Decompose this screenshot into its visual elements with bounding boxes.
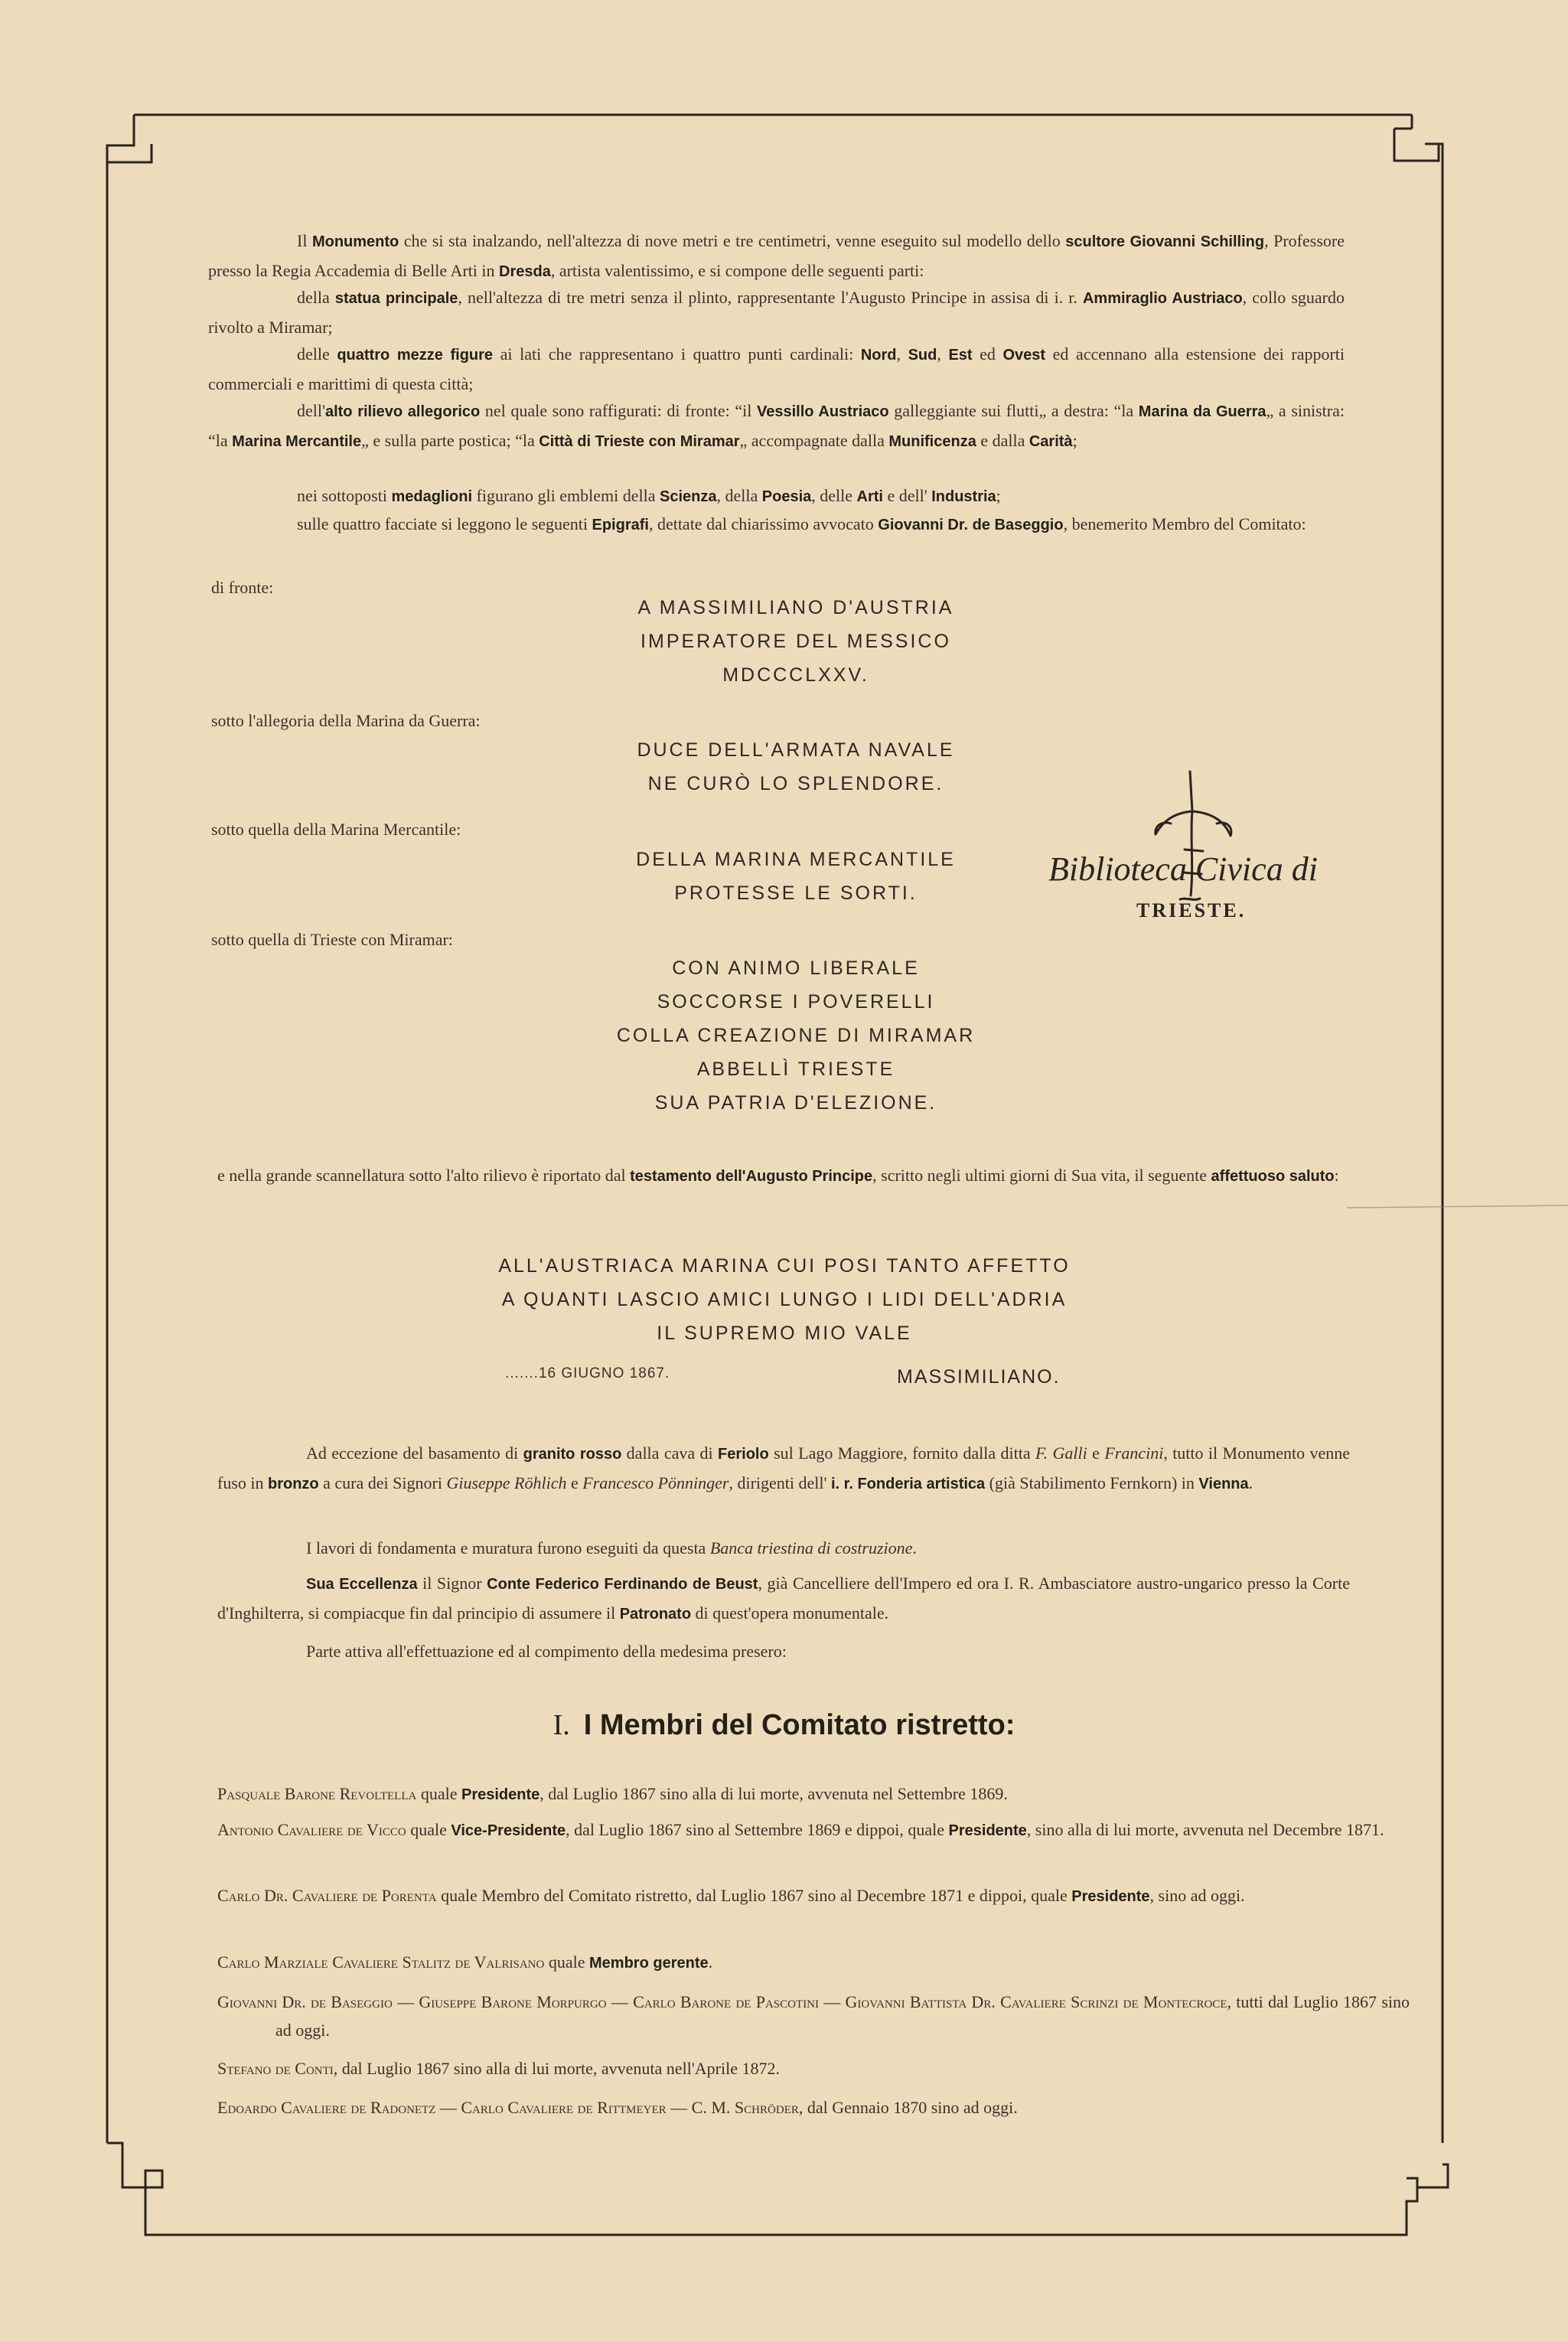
text-run: ; <box>1072 431 1077 450</box>
bold-run: testamento dell'Augusto Principe <box>630 1168 873 1185</box>
text-run: , tutto il Monumento venne fuso in <box>217 1443 1351 1492</box>
bold-run: bronzo <box>268 1476 319 1492</box>
text-run: , tutti dal Luglio 1867 sino ad oggi. <box>275 1992 1410 2040</box>
text-run: , <box>896 344 908 364</box>
text-run: ed <box>972 344 1003 364</box>
text-run: sulle quattro facciate si leggono le seguenti <box>297 514 592 533</box>
bold-run: Munificenza <box>888 433 976 450</box>
bold-run: Patronato <box>619 1606 692 1623</box>
member-name: Carlo Marziale Cavaliere Stalitz de Valrisano <box>217 1952 545 1972</box>
member-entry <box>217 1948 1410 1978</box>
bold-run: Poesia <box>761 488 812 505</box>
paragraph-statue <box>208 283 1345 341</box>
bold-run: Sua Eccellenza <box>306 1576 418 1593</box>
text-run: , delle <box>811 486 857 505</box>
text-run: : <box>1334 1166 1339 1185</box>
section-number: I. <box>553 1709 570 1741</box>
member-entry <box>217 1881 1410 1911</box>
library-stamp <box>1041 765 1362 934</box>
stamp-script: Biblioteca Civica di <box>1048 850 1318 888</box>
member-name: Carlo Dr. Cavaliere de Porenta <box>217 1886 437 1905</box>
bold-run: Marina da Guerra <box>1138 403 1266 420</box>
text-run: , dal Luglio 1867 sino alla di lui morte, avvenuta nell'Aprile 1872. <box>333 2059 780 2078</box>
text-run: il Signor <box>417 1574 487 1593</box>
text-run: , artista valentissimo, e si compone delle seguenti parti: <box>550 261 924 280</box>
text-run: nei sottoposti <box>297 486 392 505</box>
epigraph-line: ABBELLÌ TRIESTE <box>696 1058 895 1080</box>
farewell-quote <box>360 1249 1209 1350</box>
text-run: e <box>566 1473 583 1492</box>
member-name: Edoardo Cavaliere de Radonetz — Carlo Cavaliere de Rittmeyer — C. M. Schröder <box>217 2098 799 2117</box>
epigraph-line: MDCCCLXXV. <box>722 664 869 686</box>
text-run: , dal Luglio 1867 sino alla di lui morte, avvenuta nel Settembre 1869. <box>540 1784 1008 1803</box>
member-entry <box>217 1779 1410 1809</box>
bold-run: statua principale <box>334 290 458 307</box>
epigraph-line: COLLA CREAZIONE DI MIRAMAR <box>616 1025 976 1046</box>
text-run: ai lati che rappresentano i quattro punti cardinali: <box>493 344 861 364</box>
italic-run: Francini <box>1104 1443 1164 1463</box>
bold-run: Monumento <box>311 233 399 250</box>
text-run: figurano gli emblemi della <box>472 486 660 505</box>
bold-run: Epigrafi <box>592 517 649 533</box>
text-run: , dal Luglio 1867 sino al Settembre 1869 e dippoi, quale <box>566 1820 949 1839</box>
bold-run: i. r. Fonderia artistica <box>830 1476 986 1492</box>
text-run: , già Cancelliere dell'Impero ed ora I. R. Ambasciatore austro-ungarico presso la Corte d'Inghilterra, si compiacque fin dal principio di assumere il <box>217 1574 1351 1623</box>
bold-run: alto rilievo allegorico <box>324 403 481 420</box>
text-run: di quest'opera monumentale. <box>691 1603 889 1623</box>
text-run: ; <box>996 486 1001 505</box>
text-run: dalla cava di <box>621 1443 719 1463</box>
text-run: e <box>1087 1443 1105 1463</box>
bold-run: quattro mezze figure <box>337 347 494 364</box>
text-run: delle <box>297 344 337 364</box>
text-run: , dettate dal chiarissimo avvocato <box>648 514 879 533</box>
text-run: „ a sinistra: “la <box>208 401 1345 450</box>
text-run: quale Membro del Comitato ristretto, dal Luglio 1867 sino al Decembre 1871 e dippoi, quale <box>436 1886 1072 1905</box>
member-name: Giovanni Dr. de Baseggio — Giuseppe Barone Morpurgo — Carlo Barone de Pascotini — Giovanni Battista Dr. Cavaliere Scrinzi de Montecroce <box>217 1992 1227 2011</box>
epigraph-label: di fronte: <box>211 578 274 597</box>
quote-line: IL SUPREMO MIO VALE <box>657 1323 912 1344</box>
text-run: , dirigenti dell' <box>729 1473 831 1492</box>
paragraph-epigraphs-intro <box>208 510 1345 540</box>
epigraph-line: PROTESSE LE SORTI. <box>674 882 918 904</box>
bold-run: Scienza <box>660 488 717 505</box>
paragraph-testament-intro <box>217 1161 1350 1191</box>
text-run: e dalla <box>976 431 1029 450</box>
text-run: , Professore presso la Regia Accademia di Belle Arti in <box>208 231 1345 280</box>
bold-run: Sud <box>908 347 937 364</box>
text-run: quale <box>544 1952 590 1972</box>
paragraph-patronage <box>217 1569 1350 1629</box>
text-run: „ e sulla parte postica; “la <box>361 431 540 450</box>
text-run: , collo sguardo rivolto a Miramar; <box>208 288 1345 337</box>
text-run: , scritto negli ultimi giorni di Sua vita, il seguente <box>872 1166 1211 1185</box>
italic-run: Banca triestina di costruzione <box>709 1538 913 1558</box>
epigraph-line: DELLA MARINA MERCANTILE <box>636 849 956 870</box>
text-run: . <box>1248 1473 1253 1492</box>
section-title: I Membri del Comitato ristretto: <box>583 1709 1015 1741</box>
bold-run: Industria <box>931 488 996 505</box>
epigraph-line: A MASSIMILIANO D'AUSTRIA <box>637 597 954 618</box>
text-run: , dal Gennaio 1870 sino ad oggi. <box>798 2098 1018 2117</box>
paragraph-medallions <box>208 481 1345 511</box>
epigraph-line: SUA PATRIA D'ELEZIONE. <box>654 1092 937 1114</box>
quote-date: .......16 GIUGNO 1867. <box>505 1365 670 1381</box>
bold-run: Vienna <box>1198 1476 1249 1492</box>
epigraph-line: SOCCORSE I POVERELLI <box>657 991 935 1013</box>
text-run: , della <box>716 486 762 505</box>
bold-run: Nord <box>860 347 897 364</box>
bold-run: granito rosso <box>523 1446 622 1463</box>
bold-run: medaglioni <box>391 488 473 505</box>
bold-run: Est <box>948 347 973 364</box>
epigraph-trieste <box>444 951 1148 1120</box>
bold-run: Presidente <box>948 1822 1027 1839</box>
quote-line: ALL'AUSTRIACA MARINA CUI POSI TANTO AFFETTO <box>498 1255 1071 1277</box>
text-run: , sino alla di lui morte, avvenuta nel Decembre 1871. <box>1026 1820 1384 1839</box>
bold-run: Feriolo <box>718 1446 769 1463</box>
italic-run: Giuseppe Röhlich <box>446 1473 567 1492</box>
text-run: quale <box>416 1784 461 1803</box>
text-run: nel quale sono raffigurati: di fronte: “il <box>480 401 757 420</box>
member-entry <box>217 2093 1410 2122</box>
quote-line: A QUANTI LASCIO AMICI LUNGO I LIDI DELL'ADRIA <box>501 1289 1068 1310</box>
text-run: . <box>708 1952 713 1972</box>
italic-run: F. Galli <box>1035 1443 1087 1463</box>
epigraph-label: sotto quella di Trieste con Miramar: <box>211 930 453 949</box>
text-run: e dell' <box>882 486 932 505</box>
text-run: , benemerito Membro del Comitato: <box>1063 514 1306 533</box>
text-run: Parte attiva all'effettuazione ed al compimento della medesima presero: <box>306 1642 787 1661</box>
text-run: I lavori di fondamenta e muratura furono eseguiti da questa <box>306 1538 710 1558</box>
bold-run: Ovest <box>1002 347 1046 364</box>
bold-run: Presidente <box>1071 1888 1150 1905</box>
text-run: , <box>937 344 949 364</box>
text-run: dell' <box>297 401 325 420</box>
bold-run: Conte Federico Ferdinando de Beust <box>487 1576 758 1593</box>
epigraph-line: IMPERATORE DEL MESSICO <box>641 631 951 652</box>
text-run: quale <box>406 1820 451 1839</box>
bold-run: scultore Giovanni Schilling <box>1065 233 1265 250</box>
quote-signature: MASSIMILIANO. <box>897 1366 1061 1388</box>
epigraph-line: CON ANIMO LIBERALE <box>672 957 920 979</box>
text-run: galleggiante sui flutti„ a destra: “la <box>888 401 1139 420</box>
bold-run: Marina Mercantile <box>232 433 362 450</box>
paragraph-works <box>217 1534 1350 1562</box>
text-run: che si sta inalzando, nell'altezza di nove metri e tre centimetri, venne eseguito sul modello dello <box>399 231 1066 250</box>
bold-run: Presidente <box>461 1786 540 1803</box>
bold-run: Membro gerente <box>589 1955 709 1972</box>
text-run: , sino ad oggi. <box>1149 1886 1245 1905</box>
bold-run: Ammiraglio Austriaco <box>1082 290 1243 307</box>
text-run: (già Stabilimento Fernkorn) in <box>985 1473 1199 1492</box>
member-entry <box>217 1988 1410 2044</box>
text-run: della <box>297 288 335 307</box>
bold-run: affettuoso saluto <box>1211 1168 1335 1185</box>
bold-run: Vessillo Austriaco <box>756 403 889 420</box>
bold-run: Giovanni Dr. de Baseggio <box>878 517 1064 533</box>
bold-run: Dresda <box>499 263 551 280</box>
paragraph-monument <box>208 227 1345 286</box>
member-entry <box>217 1815 1410 1845</box>
text-run: , nell'altezza di tre metri senza il plinto, rappresentante l'Augusto Principe in assisa di i. r. <box>458 288 1083 307</box>
text-run: a cura dei Signori <box>318 1473 447 1492</box>
bold-run: Carità <box>1028 433 1073 450</box>
text-run: . <box>912 1538 917 1558</box>
bold-run: Arti <box>856 488 883 505</box>
paragraph-relief <box>208 396 1345 456</box>
italic-run: Francesco Pönninger <box>582 1473 729 1492</box>
text-run: e nella grande scannellatura sotto l'alto rilievo è riportato dal <box>217 1166 631 1185</box>
section-heading <box>0 1708 1568 1742</box>
text-run: sul Lago Maggiore, fornito dalla ditta <box>768 1443 1036 1463</box>
text-run: ed accennano alla estensione dei rapporti commerciali e marittimi di questa città; <box>208 344 1345 393</box>
paragraph-figures <box>208 340 1345 398</box>
epigraph-label: sotto l'allegoria della Marina da Guerra: <box>211 711 481 730</box>
text-run: Il <box>297 231 312 250</box>
member-name: Stefano de Conti <box>217 2059 334 2078</box>
text-run: „ accompagnate dalla <box>739 431 889 450</box>
member-entry <box>217 2054 1410 2083</box>
bold-run: Vice-Presidente <box>451 1822 566 1839</box>
member-name: Pasquale Barone Revoltella <box>217 1784 417 1803</box>
text-run: Ad eccezione del basamento di <box>306 1443 523 1463</box>
epigraph-line: DUCE DELL'ARMATA NAVALE <box>637 739 955 761</box>
epigraph-line: NE CURÒ LO SPLENDORE. <box>647 773 944 794</box>
paragraph-foundry <box>217 1439 1350 1499</box>
paragraph-participants <box>217 1637 1350 1665</box>
bold-run: Città di Trieste con Miramar <box>539 433 740 450</box>
epigraph-label: sotto quella della Marina Mercantile: <box>211 820 461 839</box>
member-name: Antonio Cavaliere de Vicco <box>217 1820 406 1839</box>
epigraph-front <box>444 591 1148 692</box>
stamp-city: TRIESTE. <box>1136 899 1247 921</box>
